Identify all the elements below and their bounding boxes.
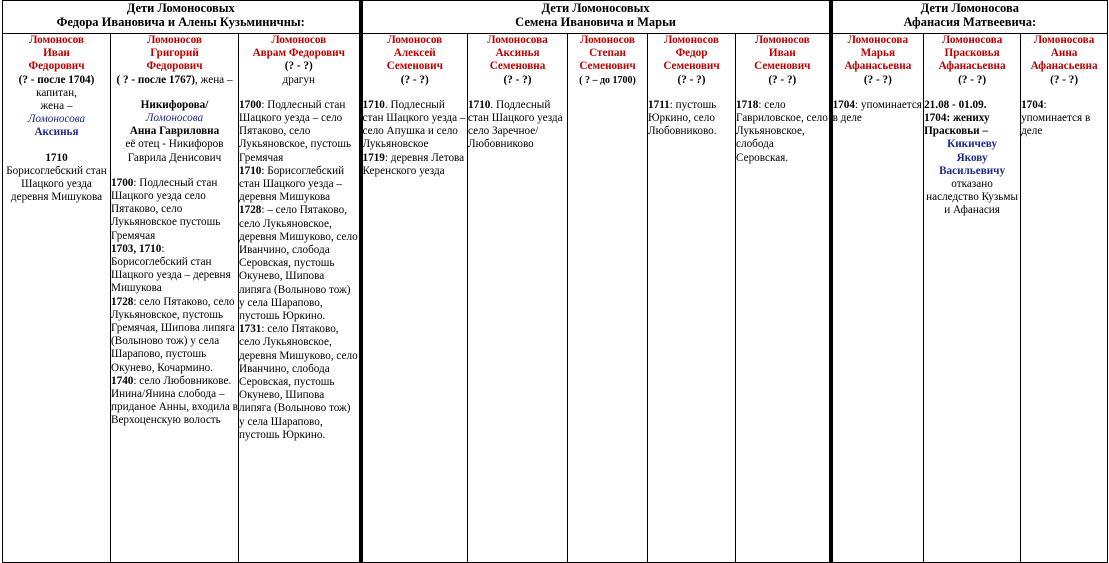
child-grigoriy-fedorovich: Ломоносов Григорий Федорович ( ? - после 1767), жена – Никифорова/ Ломоносова Анна Гавриловна её отец - Никифоров Гаврила Денисович 1700: Подлесный стан Шацкого уезда село Пятаково, село Лукьяновское пустошь Гремячая 1703, 1710: Борисоглебский стан Шацкого уезда – деревня Мишукова 1728: село Пятаково, село Лукьяновское, пустошь Гремячая, Шипова липяга (Волыново тож) у села Шарапово, пустошь Окунево, Кочармино. 1740: село Любовникове. Инина/Янина слобода – приданое Анны, входила в Верхоценскую волость [111, 34, 239, 563]
genealogy-table [2, 0, 1108, 563]
child-aleksey-semenovich: Ломоносов Алексей Семенович (? - ?) 1710. Подлесный стан Шацкого уезда – село Апушка и село Лукьяновское 1719: деревня Летова Керенского уезда [361, 34, 468, 563]
fedor-1711: 1711: пустошь Юркино, село Любовниково. [648, 98, 717, 138]
child-praskovya-afanasyevna: Ломоносова Прасковья Афанасьевна (? - ?) 21.08 - 01.09. 1704: жениху Прасковьи – Кикичеву Якову Васильевичу отказано наследство Кузьмы и Афанасия [924, 34, 1021, 563]
child-ivan-fedorovich: Ломоносов Иван Федорович (? - после 1704) капитан, жена – Ломоносова Аксинья 1710 Борисоглебский стан Шацкого уезда деревня Мишукова [3, 34, 111, 563]
group-header-afanasiy: Дети Ломоносова Афанасия Матвеевича: [831, 1, 1108, 34]
avram-1710: 1710: Борисоглебский стан Шацкого уезда – деревня Мишукова [239, 164, 345, 204]
group-header-semen: Дети Ломоносовых Семена Ивановича и Марьи [361, 1, 831, 34]
aleksey-1719: 1719: деревня Летова Керенского уезда [362, 151, 465, 177]
grigoriy-1703: 1703, 1710: Борисоглебский стан Шацкого уезда – деревня Мишукова [111, 242, 231, 295]
grigoriy-1728: 1728: село Пятаково, село Лукьяновское, пустошь Гремячая, Шипова липяга (Волыново тож) у села Шарапово, пустошь Окунево, Кочармино. [111, 295, 235, 374]
aksinya-1710: 1710. Подлесный стан Шацкого уезда село Заречное/ Любовниково [468, 98, 563, 151]
grigoriy-1700: 1700: Подлесный стан Шацкого уезда село Пятаково, село Лукьяновское пустошь Гремячая [111, 176, 221, 242]
aleksey-1710: 1710. Подлесный стан Шацкого уезда – село Апушка и село Лукьяновское [362, 98, 466, 151]
ivan-s-1718: 1718: село Гавриловское, село Лукьяновское, слобода Серовская. [736, 98, 828, 164]
child-anna-afanasyevna: Ломоносова Анна Афанасьевна (? - ?) 1704: упоминается в деле [1021, 34, 1108, 563]
group-header-row [3, 1, 1108, 34]
child-aksinya-semenovna: Ломоносова Аксинья Семеновна (? - ?) 1710. Подлесный стан Шацкого уезда село Заречное/ Любовниково [468, 34, 568, 563]
group-header-fedor: Дети Ломоносовых Федора Ивановича и Алены Кузьминичны: [3, 1, 361, 34]
children-row [3, 34, 1108, 563]
avram-1728: 1728: – село Пятаково, село Лукьяновское, деревня Мишуково, село Иванчино, слобода Серовская, пустошь Окунево, Шипова липяга (Волыново тож) у села Шарапово, пустошь Юркино. [239, 204, 358, 323]
child-marya-afanasyevna: Ломоносова Марья Афанасьевна (? - ?) 1704: упоминается в деле [831, 34, 924, 563]
grigoriy-1740: 1740: село Любовникове. Инина/Янина слобода – приданое Анны, входила в Верхоценскую волость [111, 374, 238, 427]
avram-1731: 1731: село Пятаково, село Лукьяновское, деревня Мишуково, село Иванчино, слобода Серовская, пустошь Окунево, Шипова липяга (Волыново тож) у села Шарапово, пустошь Юркино. [239, 323, 358, 441]
avram-1700: 1700: Подлесный стан Шацкого уезда – село Пятаково, село Лукьяновское, пустошь Гремячая [239, 98, 352, 164]
child-stepan-semenovich: Ломоносов Степан Семенович ( ? – до 1700) [568, 34, 648, 563]
child-ivan-semenovich: Ломоносов Иван Семенович (? - ?) 1718: село Гавриловское, село Лукьяновское, слобода Серовская. [736, 34, 831, 563]
child-avram-fedorovich: Ломоносов Аврам Федорович (? - ?) драгун 1700: Подлесный стан Шацкого уезда – село Пятаково, село Лукьяновское, пустошь Гремячая 1710: Борисоглебский стан Шацкого уезда – деревня Мишукова 1728: – село Пятаково, село Лукьяновское, деревня Мишуково, село Иванчино, слобода Серовская, пустошь Окунево, Шипова липяга (Волыново тож) у села Шарапово, пустошь Юркино. 1731: село Пятаково, село Лукьяновское, деревня Мишуково, село Иванчино, слобода Серовская, пустошь Окунево, Шипова липяга (Волыново тож) у села Шарапово, пустошь Юркино. [239, 34, 361, 563]
anna-1704: 1704: упоминается в деле [1021, 98, 1091, 138]
child-fedor-semenovich: Ломоносов Федор Семенович (? - ?) 1711: пустошь Юркино, село Любовниково. [648, 34, 736, 563]
marya-1704: 1704: упоминается в деле [832, 98, 922, 125]
